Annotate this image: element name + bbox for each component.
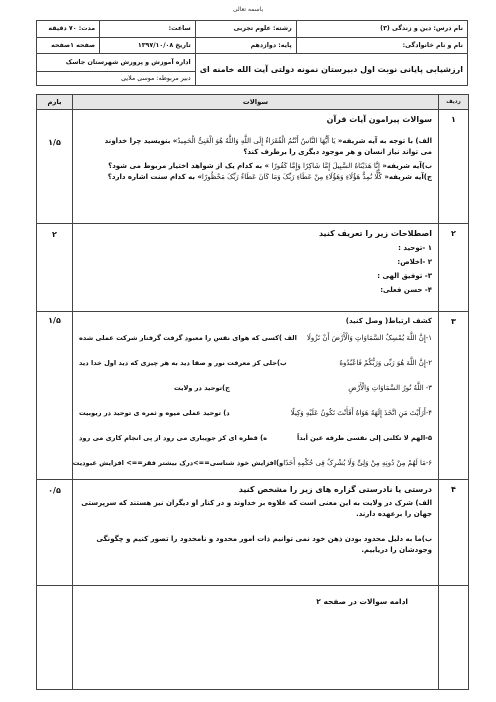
question-3-title: کشف ارتباط( وصل کنید)	[345, 317, 432, 325]
question-2-item-3: ۳- توفیق الهی :	[377, 272, 432, 281]
row-header: ردیف	[439, 95, 469, 110]
match-row-4	[79, 406, 432, 421]
department: اداره آموزش و پرورش شهرستان جاسک	[37, 54, 196, 72]
question-2-title: اصطلاحات زیر را تعریف کنید	[318, 229, 432, 238]
match-right-4: ۴-أَرَأَیْتَ مَنِ اتَّخَذَ إِلَهَهُ هَوَاهُ أَفَأَنْتَ تَکُونُ عَلَیْهِ وَکِیلًا	[290, 408, 432, 417]
question-4-title: درستی یا نادرستی گزاره های زیر را مشخص کنید	[238, 485, 432, 494]
table-header-row	[37, 95, 469, 110]
exam-header	[36, 20, 468, 86]
exam-title: ارزشیابی پایانی نوبت اول دبیرستان نمونه دولتی آیت الله خامنه ای	[195, 54, 467, 86]
question-3	[73, 312, 439, 480]
question-4b-line2: وجودشان را دریابیم.	[361, 545, 432, 554]
questions-header: سوالات	[73, 95, 439, 110]
match-left-5: ه) قطره ای کز جویباری می رود از پی انجام کاری می رود	[79, 434, 268, 443]
question-1-number: ۱	[439, 110, 469, 224]
continue-row	[37, 586, 469, 690]
question-1-row	[37, 110, 469, 224]
continue-note: ادامه سوالات در صفحه ۲	[73, 586, 439, 690]
question-2	[73, 224, 439, 312]
teacher: دبیر مربوطه: موسی ملایی	[37, 71, 196, 85]
student-name-field: نام و نام خانوادگی:	[296, 37, 467, 54]
question-4-score: ۰/۵	[37, 480, 73, 586]
question-4-number: ۴	[439, 480, 469, 586]
question-4b-line1: ب)ما به دلیل محدود بودن ذهن خود نمی توانیم ذات امور محدود و نامحدود را تصور کنیم و چگونگی	[96, 535, 432, 544]
field: رشته: علوم تجربی	[195, 21, 296, 38]
page-count: صفحه ۱صفحه	[37, 37, 100, 54]
match-left-6: و)افزایش خود شناسی==>درک بیشتر فقر==> افزایش عبودیت	[72, 459, 284, 468]
question-3-row	[37, 312, 469, 480]
question-1-score: ۱/۵	[37, 110, 73, 224]
course-name: نام درس: دین و زندگی (۳)	[296, 21, 467, 38]
match-row-6	[72, 456, 432, 471]
question-1b: ب)آیه شریفه« إِنَّا هَدَیْنَاهُ السَّبِیلَ إِمَّا شَاکِرًا وَإِمَّا کَفُورًا » به کدام یک از شواهد اختیار مربوط می شود؟	[108, 162, 432, 171]
question-2-row	[37, 224, 469, 312]
grade: پایه: دوازدهم	[195, 37, 296, 54]
question-4-row	[37, 480, 469, 586]
question-2-score: ۲	[37, 224, 73, 312]
match-row-5	[79, 431, 432, 446]
question-2-number: ۲	[439, 224, 469, 312]
match-left-4: د) توحید عملی میوه و ثمره ی توحید در ربوبیت	[79, 409, 230, 418]
question-4a-line1: الف) شرک در ولایت به این معنی است که علاوه بر خداوند و در کنار او دیگران نیز هستند که سرپرستی	[81, 499, 432, 508]
question-1a-line1: الف) با توجه به آیه شریفه« یَا أَیُّهَا النَّاسُ أَنْتُمُ الْفُقَرَاءُ إِلَى اللَّهِ وَاللَّهُ هُوَ الْغَنِیُّ الْحَمِیدُ» بنویسید چرا خداوند	[104, 137, 432, 146]
match-row-3	[79, 381, 432, 396]
continue-score-cell	[37, 586, 73, 690]
match-row-1	[79, 331, 432, 346]
match-right-2: ۲-إِنَّ اللَّهَ هُوَ رَبِّی وَرَبُّکُمْ فَاعْبُدُوهُ	[339, 358, 432, 367]
match-left-2: ب)حلی کز معرفت نور و صفا دید به هر چیزی که دید اول خدا دید	[79, 359, 287, 368]
continue-number-cell	[439, 586, 469, 690]
score-header: بارم	[37, 95, 73, 110]
page-title: باسمه تعالی	[232, 6, 264, 13]
match-left-1: الف )کسی که هوای نفس را معبود گرفت گرفتار شرکت عملی شده	[79, 334, 297, 343]
question-2-item-4: ۴- حسن فعلی:	[380, 285, 432, 294]
match-left-3: ج)توحید در ولایت	[174, 384, 230, 393]
question-3-number: ۳	[439, 312, 469, 480]
question-3-score: ۱/۵	[37, 312, 73, 480]
question-2-item-1: ۱ -توحید :	[398, 244, 432, 253]
question-4a-line2: جهان را برعهده دارند.	[356, 510, 432, 519]
question-1-title: سوالات پیرامون آیات قرآن	[326, 115, 432, 124]
question-1c: ج)آیه شریفه« کُلًّا نُمِدُّ هَؤُلَاءِ وَهَؤُلَاءِ مِنْ عَطَاءِ رَبِّکَ وَمَا کَانَ عَطَاءُ رَبِّکَ مَحْظُورًا» به کدام سنت اشاره دارد؟	[107, 172, 432, 181]
exam-date: تاریخ ۱۳۹۷/۱۰/۰۸	[100, 37, 196, 54]
match-row-2	[79, 356, 432, 371]
questions-table	[36, 94, 469, 690]
question-1	[73, 110, 439, 224]
question-1a-line2: می تواند نیاز انسان و هر موجود دیگری را برطرف کند؟	[243, 148, 432, 157]
question-4	[73, 480, 439, 586]
match-right-5: ۵-الهم لا تکلنی إلی نفسی طرفه عین أبداً	[297, 434, 432, 443]
match-right-1: ۱-إِنَّ اللَّهَ یُمْسِکُ السَّمَاوَاتِ وَالْأَرْضَ أَنْ تَزُولَا	[306, 333, 432, 342]
match-right-3: ۳- اللَّهُ نُورُ السَّمَاوَاتِ وَالْأَرْضِ	[348, 383, 432, 392]
question-2-item-2: ۲ -اخلاص:	[397, 258, 432, 267]
time-label: ساعت:	[100, 21, 196, 38]
duration: مدت: ۷۰ دقیقه	[37, 21, 100, 38]
match-right-6: ۶-مَا لَهُمْ مِنْ دُونِهِ مِنْ وَلِیٍّ وَلَا یُشْرِکُ فِی حُکْمِهِ أَحَدًا	[283, 458, 432, 467]
